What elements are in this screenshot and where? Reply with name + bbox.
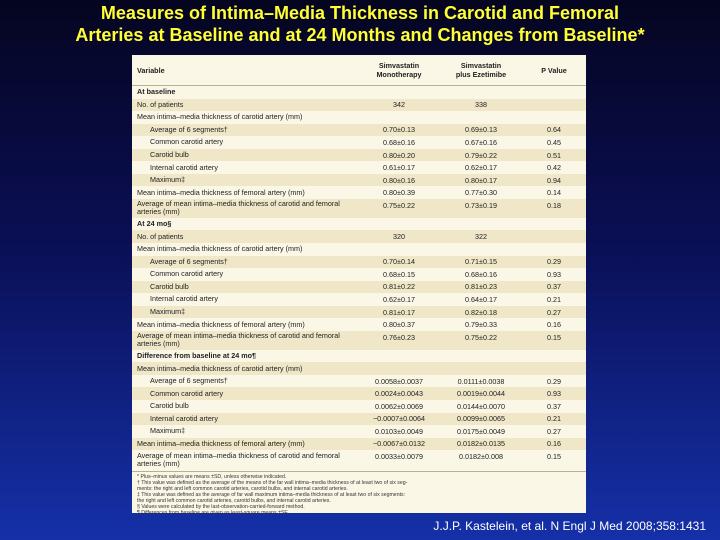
row-p-value-cell: 0.16 [547,439,561,449]
row-variable-cell: Average of 6 segments† [150,256,228,266]
row-variable-cell: Internal carotid artery [150,413,218,423]
row-variable-cell: Common carotid artery [150,137,224,147]
table-row [132,186,586,199]
table-row [132,161,586,174]
header-simvastatin-plus-ezetimibe [440,61,522,79]
table-row [132,199,586,218]
row-combination-cell: 0.0111±0.0038 [457,376,505,386]
row-combination-cell: 322 [475,232,487,242]
row-p-value-cell: 0.37 [547,401,561,411]
header-simvastatin-monotherapy [358,61,440,79]
row-monotherapy-cell: 0.81±0.17 [383,307,415,317]
table-row [132,268,586,281]
row-variable-cell: Internal carotid artery [150,162,218,172]
row-p-value-cell: 0.94 [547,175,561,185]
row-combination-cell: 0.75±0.22 [465,332,497,342]
row-p-value-cell: 0.93 [547,269,561,279]
table-row [132,413,586,426]
row-combination-cell: 0.81±0.23 [465,282,497,292]
row-combination-cell: 0.82±0.18 [465,307,497,317]
row-variable-cell: At baseline [137,87,176,97]
table-row [132,293,586,306]
slide-title-line-2: Arteries at Baseline and at 24 Months and Changes from Baseline* [75,25,645,45]
row-monotherapy-cell: 0.61±0.17 [383,163,415,173]
row-variable-cell: Mean intima–media thickness of femoral artery (mm) [137,187,305,197]
row-combination-cell: 0.0182±0.008 [459,452,503,462]
row-variable-cell: Maximum‡ [150,175,186,185]
footnote-line: ments: the right and left common carotid arteries, carotid bulbs, and internal carotid arteries. [137,486,348,493]
row-combination-cell: 0.79±0.33 [465,320,497,330]
row-combination-cell: 0.71±0.15 [465,257,497,267]
row-combination-cell: 0.64±0.17 [465,294,497,304]
table-header [132,55,586,86]
row-p-value-cell: 0.29 [547,376,561,386]
header-col2-line2: plus Ezetimibe [455,70,507,79]
row-monotherapy-cell: −0.0007±0.0064 [372,414,426,424]
row-variable-cell: Maximum‡ [150,426,186,436]
section-header-row [132,218,586,231]
table-row [132,306,586,319]
row-variable-cell: Carotid bulb [150,401,189,411]
row-p-value-cell: 0.15 [547,332,561,342]
row-variable-cell: Carotid bulb [150,150,189,159]
row-combination-cell: 0.0099±0.0065 [457,414,505,424]
table-row [132,331,586,350]
table-row [132,387,586,400]
row-variable-cell: Average of 6 segments† [150,124,228,134]
row-monotherapy-cell: 0.80±0.20 [383,150,415,160]
row-variable-cell: Mean intima–media thickness of femoral artery (mm) [137,438,305,448]
row-combination-cell: 0.0144±0.0070 [457,401,505,411]
table-row [132,243,586,256]
row-monotherapy-cell: 0.0062±0.0069 [375,401,423,411]
row-p-value-cell: 0.27 [547,426,561,436]
row-p-value-cell: 0.93 [547,389,561,399]
row-combination-cell: 0.69±0.13 [465,125,497,135]
table-row [132,174,586,187]
citation: J.J.P. Kastelein, et al. N Engl J Med 2008;358:1431 [433,519,706,533]
table-row [132,99,586,112]
row-combination-cell: 0.62±0.17 [465,163,497,173]
header-col2-line1: Simvastatin [460,61,502,70]
row-monotherapy-cell: 0.81±0.22 [383,282,415,292]
footnote-line: the right and left common carotid arteries, carotid bulbs, and internal carotid arteries. [137,498,331,505]
table-row [132,450,586,469]
section-header-row [132,350,586,363]
row-monotherapy-cell: 0.75±0.22 [383,200,415,210]
row-variable-cell: Internal carotid artery [150,294,218,304]
row-variable-cell: At 24 mo§ [137,219,172,229]
row-combination-cell: 0.73±0.19 [465,200,497,210]
row-combination-cell: 0.67±0.16 [465,137,497,147]
row-monotherapy-cell: 0.0103±0.0049 [375,426,423,436]
row-p-value-cell: 0.37 [547,282,561,292]
footnote-line: § Values were calculated by the last-observation-carried-forward method. [137,504,305,511]
row-combination-cell: 0.0182±0.0135 [457,439,505,449]
row-monotherapy-cell: −0.0067±0.0132 [372,439,426,449]
table-row [132,400,586,413]
row-variable-cell: Mean intima–media thickness of femoral artery (mm) [137,319,305,329]
row-combination-cell: 0.80±0.17 [465,175,497,185]
row-variable-cell: No. of patients [137,231,184,241]
row-combination-cell: 0.77±0.30 [465,188,497,198]
row-monotherapy-cell: 0.0024±0.0043 [375,389,423,399]
table-footnotes [132,471,586,516]
row-monotherapy-cell: 0.80±0.37 [383,320,415,330]
table-body [132,86,586,469]
row-monotherapy-cell: 0.70±0.14 [383,257,415,267]
slide-title [0,2,720,46]
table-row [132,318,586,331]
row-monotherapy-cell: 342 [393,100,405,110]
results-table [132,55,586,517]
header-col1-line1: Simvastatin [378,61,420,70]
row-variable-cell: Mean intima–media thickness of carotid artery (mm) [137,244,303,254]
row-combination-cell: 0.79±0.22 [465,150,497,160]
row-p-value-cell: 0.27 [547,307,561,317]
table-row [132,136,586,149]
row-p-value-cell: 0.21 [547,294,561,304]
row-combination-cell: 0.68±0.16 [465,269,497,279]
row-combination-cell: 0.0175±0.0049 [457,426,505,436]
row-variable-cell: Carotid bulb [150,281,189,291]
row-variable-cell: Average of mean intima–media thickness of carotid and femoral arteries (mm) [137,199,340,217]
row-variable-cell: Average of mean intima–media thickness of carotid and femoral arteries (mm) [137,331,340,349]
table-row [132,438,586,451]
row-combination-cell: 338 [475,100,487,110]
row-monotherapy-cell: 0.80±0.39 [383,188,415,198]
table-row [132,375,586,388]
row-variable-cell: Mean intima–media thickness of carotid artery (mm) [137,363,303,373]
footnote-line: ¶ Differences from baseline are given as least-square means ±SE. [137,510,290,517]
row-p-value-cell: 0.45 [547,137,561,147]
row-monotherapy-cell: 0.0058±0.0037 [375,376,423,386]
row-variable-cell: Average of 6 segments† [150,376,228,386]
header-variable: Variable [137,65,165,75]
row-monotherapy-cell: 0.0033±0.0079 [375,452,423,462]
row-p-value-cell: 0.51 [547,150,561,160]
slide-title-line-1: Measures of Intima–Media Thickness in Carotid and Femoral [100,3,620,23]
row-monotherapy-cell: 0.80±0.16 [383,175,415,185]
table-row [132,256,586,269]
row-monotherapy-cell: 0.68±0.15 [383,269,415,279]
header-p-value: P Value [541,65,567,75]
row-combination-cell: 0.0019±0.0044 [457,389,505,399]
row-monotherapy-cell: 0.76±0.23 [383,332,415,342]
row-variable-cell: Mean intima–media thickness of carotid artery (mm) [137,112,303,122]
table-row [132,111,586,124]
row-variable-cell: Common carotid artery [150,269,224,279]
row-p-value-cell: 0.42 [547,163,561,173]
row-p-value-cell: 0.18 [547,200,561,210]
table-row [132,281,586,294]
table-row [132,230,586,243]
row-variable-cell: No. of patients [137,99,184,109]
row-variable-cell: Difference from baseline at 24 mo¶ [137,351,257,361]
row-monotherapy-cell: 320 [393,232,405,242]
footnote-line: * Plus–minus values are means ±SD, unless otherwise indicated. [137,474,287,481]
footnote-line: ‡ This value was defined as the average of far wall maximum intima–media thickness of at least two of six segments: [137,492,406,499]
footnote-line: † This value was defined as the average of the means of the far wall intima–media thickness of at least two of six seg- [137,480,408,487]
row-p-value-cell: 0.21 [547,414,561,424]
row-variable-cell: Average of mean intima–media thickness of carotid and femoral arteries (mm) [137,450,340,468]
row-p-value-cell: 0.14 [547,188,561,198]
row-p-value-cell: 0.16 [547,320,561,330]
row-variable-cell: Maximum‡ [150,307,186,317]
row-monotherapy-cell: 0.70±0.13 [383,125,415,135]
section-header-row [132,86,586,99]
row-p-value-cell: 0.29 [547,257,561,267]
row-monotherapy-cell: 0.62±0.17 [383,294,415,304]
row-p-value-cell: 0.64 [547,125,561,135]
table-row [132,362,586,375]
table-row [132,149,586,162]
row-p-value-cell: 0.15 [547,452,561,462]
row-monotherapy-cell: 0.68±0.16 [383,137,415,147]
table-row [132,425,586,438]
header-col1-line2: Monotherapy [376,70,422,79]
table-row [132,124,586,137]
row-variable-cell: Common carotid artery [150,388,224,398]
